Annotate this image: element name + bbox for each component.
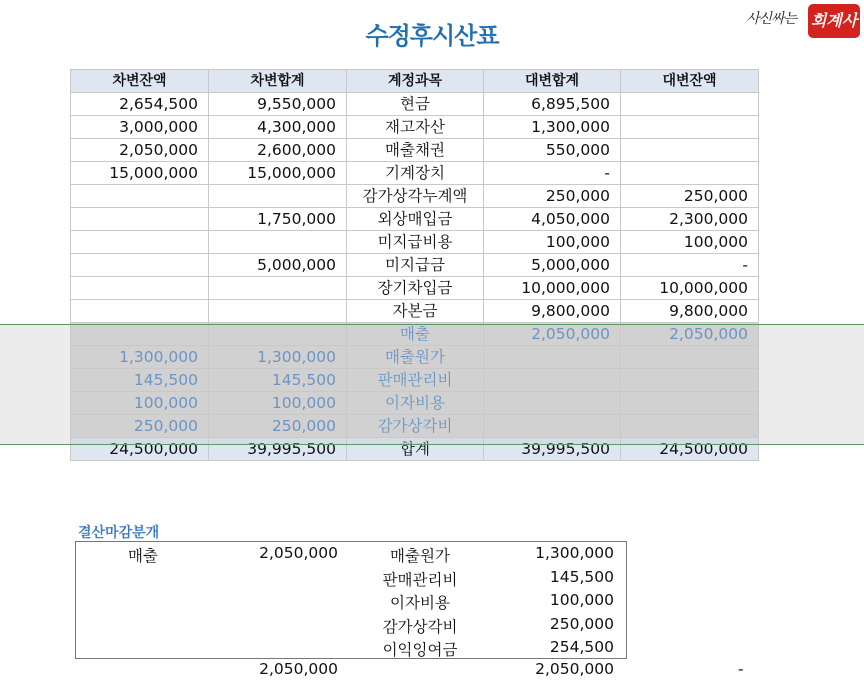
table-row	[71, 415, 759, 438]
table-row	[71, 254, 759, 277]
closing-credit-account: 이익잉여금	[382, 641, 458, 659]
closing-diff: -	[738, 660, 744, 678]
cell-dr-total	[209, 323, 347, 346]
cell-cr-total: 5,000,000	[484, 254, 621, 277]
cell-dr-bal: 145,500	[71, 369, 209, 392]
col-header-credit-total: 대변합계	[484, 70, 621, 93]
cell-account: 현금	[347, 93, 484, 116]
cell-cr-bal	[621, 162, 759, 185]
logo	[744, 2, 862, 42]
closing-credit-amount: 254,500	[549, 638, 614, 656]
table-row	[71, 162, 759, 185]
cell-account: 합계	[347, 438, 484, 461]
cell-cr-total: 100,000	[484, 231, 621, 254]
cell-account: 외상매입금	[347, 208, 484, 231]
cell-dr-bal: 1,300,000	[71, 346, 209, 369]
table-header-row	[71, 70, 759, 93]
cell-dr-total	[209, 185, 347, 208]
cell-cr-bal: 2,050,000	[621, 323, 759, 346]
cell-dr-total: 5,000,000	[209, 254, 347, 277]
closing-credit-amount: 145,500	[549, 567, 614, 586]
cell-dr-total: 15,000,000	[209, 162, 347, 185]
cell-cr-total: 9,800,000	[484, 300, 621, 323]
col-header-debit-balance: 차변잔액	[71, 70, 209, 93]
cell-dr-total	[209, 300, 347, 323]
cell-account: 재고자산	[347, 116, 484, 139]
cell-dr-total: 9,550,000	[209, 93, 347, 116]
cell-cr-bal	[621, 93, 759, 116]
cell-dr-bal: 3,000,000	[71, 116, 209, 139]
closing-credit-sum: 2,050,000	[535, 660, 614, 678]
cell-dr-total	[209, 277, 347, 300]
cell-dr-bal: 24,500,000	[71, 438, 209, 461]
closing-credit-amount: 250,000	[549, 614, 614, 633]
col-header-credit-balance: 대변잔액	[621, 70, 759, 93]
closing-credit-amount: 100,000	[549, 591, 614, 609]
logo-badge: 회계사	[808, 4, 860, 38]
cell-cr-bal: 10,000,000	[621, 277, 759, 300]
cell-cr-bal	[621, 415, 759, 438]
table-row	[71, 185, 759, 208]
closing-credit-account: 감가상각비	[382, 617, 458, 636]
cell-dr-total	[209, 231, 347, 254]
cell-cr-bal	[621, 139, 759, 162]
cell-cr-total	[484, 346, 621, 369]
cell-dr-bal: 15,000,000	[71, 162, 209, 185]
cell-cr-total: 550,000	[484, 139, 621, 162]
cell-dr-bal: 250,000	[71, 415, 209, 438]
table-row	[71, 392, 759, 415]
cell-account: 매출	[347, 323, 484, 346]
cell-cr-total: 250,000	[484, 185, 621, 208]
table-row	[71, 231, 759, 254]
table-row	[71, 346, 759, 369]
cell-cr-total: 1,300,000	[484, 116, 621, 139]
cell-account: 매출채권	[347, 139, 484, 162]
cell-dr-total: 250,000	[209, 415, 347, 438]
cell-cr-bal: 250,000	[621, 185, 759, 208]
cell-cr-bal: 9,800,000	[621, 300, 759, 323]
cell-dr-total: 2,600,000	[209, 139, 347, 162]
cell-dr-total: 39,995,500	[209, 438, 347, 461]
cell-dr-bal: 100,000	[71, 392, 209, 415]
table-row	[71, 300, 759, 323]
closing-credit-account: 판매관리비	[382, 570, 458, 589]
cell-account: 이자비용	[347, 392, 484, 415]
cell-dr-bal: 2,654,500	[71, 93, 209, 116]
cell-dr-bal	[71, 277, 209, 300]
closing-credit-account: 이자비용	[390, 594, 450, 612]
closing-debit-account: 매출	[128, 547, 158, 565]
table-row	[71, 323, 759, 346]
trial-balance-table	[70, 69, 759, 461]
cell-account: 미지급금	[347, 254, 484, 277]
table-row	[71, 139, 759, 162]
closing-debit-sum: 2,050,000	[259, 660, 338, 678]
cell-dr-total: 1,300,000	[209, 346, 347, 369]
cell-cr-total: 39,995,500	[484, 438, 621, 461]
cell-dr-bal	[71, 185, 209, 208]
cell-dr-total: 100,000	[209, 392, 347, 415]
cell-account: 판매관리비	[347, 369, 484, 392]
cell-account: 기계장치	[347, 162, 484, 185]
cell-account: 매출원가	[347, 346, 484, 369]
page-title: 수정후시산표	[365, 22, 499, 50]
cell-cr-total	[484, 392, 621, 415]
cell-cr-bal	[621, 116, 759, 139]
cell-dr-bal	[71, 254, 209, 277]
cell-cr-total	[484, 369, 621, 392]
col-header-account: 계정과목	[347, 70, 484, 93]
cell-dr-bal	[71, 231, 209, 254]
cell-dr-bal	[71, 300, 209, 323]
cell-account: 미지급비용	[347, 231, 484, 254]
table-row	[71, 438, 759, 461]
cell-account: 자본금	[347, 300, 484, 323]
closing-credit-account: 매출원가	[390, 547, 450, 565]
table-row	[71, 93, 759, 116]
cell-cr-bal	[621, 346, 759, 369]
cell-dr-total: 1,750,000	[209, 208, 347, 231]
closing-credit-amount: 1,300,000	[535, 544, 614, 562]
cell-dr-total: 4,300,000	[209, 116, 347, 139]
table-row	[71, 208, 759, 231]
table-row	[71, 116, 759, 139]
cell-cr-bal: -	[621, 254, 759, 277]
closing-debit-amount: 2,050,000	[259, 544, 338, 562]
logo-script: 사신싸는	[746, 11, 797, 27]
cell-dr-bal	[71, 323, 209, 346]
col-header-debit-total: 차변합계	[209, 70, 347, 93]
cell-cr-total: 10,000,000	[484, 277, 621, 300]
cell-cr-total	[484, 415, 621, 438]
cell-account: 감가상각누계액	[347, 185, 484, 208]
cell-dr-bal	[71, 208, 209, 231]
cell-cr-bal: 2,300,000	[621, 208, 759, 231]
table-row	[71, 369, 759, 392]
cell-cr-bal: 100,000	[621, 231, 759, 254]
cell-cr-total: 4,050,000	[484, 208, 621, 231]
cell-cr-bal	[621, 369, 759, 392]
cell-cr-total: 2,050,000	[484, 323, 621, 346]
cell-account: 감가상각비	[347, 415, 484, 438]
table-row	[71, 277, 759, 300]
cell-dr-bal: 2,050,000	[71, 139, 209, 162]
cell-cr-total: -	[484, 162, 621, 185]
cell-cr-bal	[621, 392, 759, 415]
cell-cr-total: 6,895,500	[484, 93, 621, 116]
cell-cr-bal: 24,500,000	[621, 438, 759, 461]
closing-entry-title: 결산마감분개	[78, 525, 160, 541]
cell-dr-total: 145,500	[209, 369, 347, 392]
cell-account: 장기차입금	[347, 277, 484, 300]
